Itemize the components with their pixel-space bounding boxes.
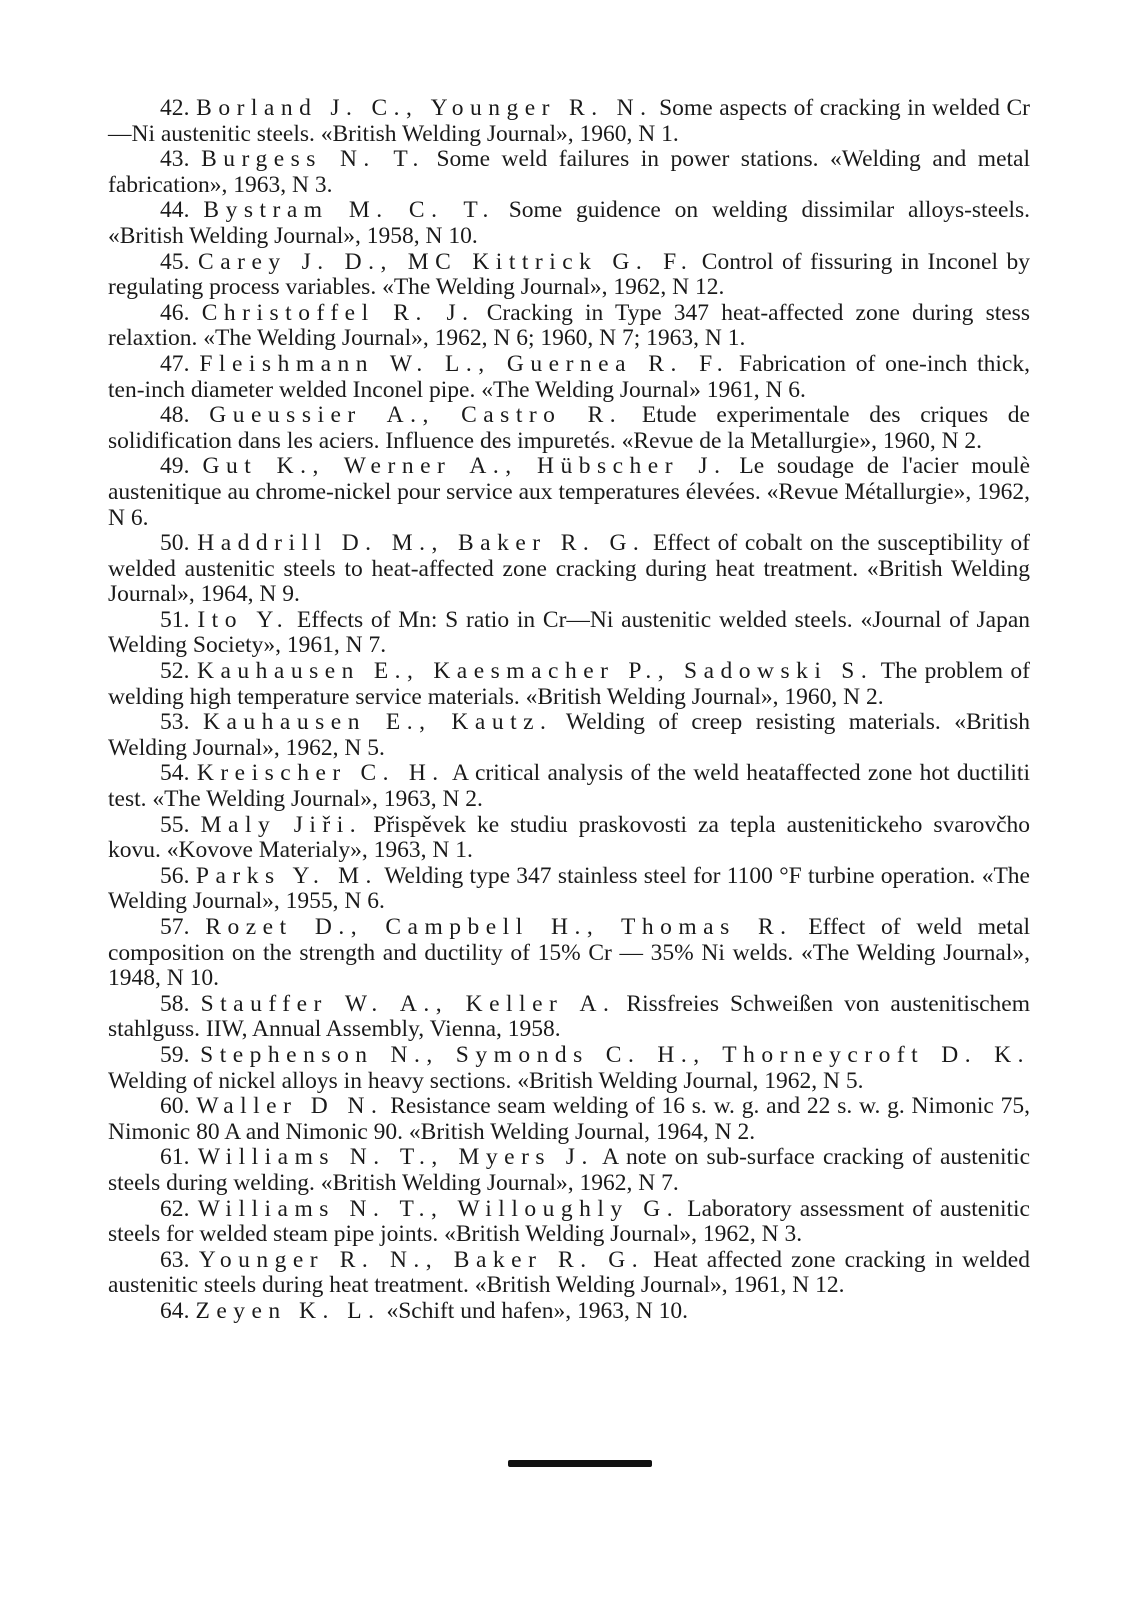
reference-47 xyxy=(108,352,1030,403)
reference-48 xyxy=(108,403,1030,454)
reference-authors: Borland J. C., Younger R. N. xyxy=(196,95,653,121)
end-divider-rule xyxy=(508,1460,652,1467)
reference-55 xyxy=(108,813,1030,864)
reference-43 xyxy=(108,147,1030,198)
reference-authors: Bystram M. C. T. xyxy=(203,197,495,224)
reference-authors: Parks Y. M. xyxy=(195,862,378,889)
reference-number: 54. xyxy=(160,760,190,787)
reference-number: 42. xyxy=(160,95,190,121)
reference-number: 47. xyxy=(160,350,190,377)
reference-authors: Carey J. D., MC Kittrick G. F. xyxy=(198,248,694,275)
reference-46 xyxy=(108,301,1030,352)
reference-authors: Waller D N. xyxy=(196,1093,384,1120)
reference-59 xyxy=(108,1043,1030,1094)
reference-number: 50. xyxy=(160,530,190,557)
reference-64 xyxy=(108,1299,1030,1325)
reference-text: Fabrication of one-inch thick, ten-inch diameter welded Inconel pipe. «The Welding Journal» 1961, N 6. xyxy=(108,350,1030,403)
reference-text: Přispěvek ke studiu praskovosti za tepla austenitickeho svarovčho kovu. «Kovove Materialy», 1963, N 1. xyxy=(108,811,1030,864)
reference-text: Laboratory assessment of austenitic steels for welded steam pipe joints. «British Welding Journal», 1962, N 3. xyxy=(108,1195,1030,1248)
reference-60 xyxy=(108,1094,1030,1145)
reference-number: 56. xyxy=(160,862,190,889)
reference-53 xyxy=(108,710,1030,761)
reference-authors: Kreischer C. H. xyxy=(196,760,445,787)
reference-text: A critical analysis of the weld heataffected zone hot ductiliti test. «The Welding Journal», 1963, N 2. xyxy=(108,760,1030,813)
reference-62 xyxy=(108,1197,1030,1248)
reference-51 xyxy=(108,608,1030,659)
reference-authors: Kauhausen E., Kautz. xyxy=(203,709,553,736)
reference-number: 48. xyxy=(160,402,190,429)
reference-63 xyxy=(108,1248,1030,1299)
reference-text: Le soudage de l'acier moulè austenitique au chrome-nickel pour service aux temperatures élevées. «Revue Métallurgie», 1962, N 6. xyxy=(108,453,1031,531)
reference-text: A note on sub-surface cracking of austenitic steels during welding. «British Welding Journal», 1962, N 7. xyxy=(108,1144,1030,1196)
reference-number: 51. xyxy=(160,606,190,633)
reference-number: 63. xyxy=(160,1246,190,1273)
reference-authors: Stephenson N., Symonds C. H., Thorneycroft D. K. xyxy=(200,1041,1030,1068)
reference-text: Resistance seam welding of 16 s. w. g. and 22 s. w. g. Nimonic 75, Nimonic 80 A and Nimonic 90. «British Welding Journal, 1964, N 2. xyxy=(108,1093,1030,1145)
reference-text: Etude experimentale des criques de solidification dans les aciers. Influence des impuretés. «Revue de la Metallurgie», 1960, N 2. xyxy=(108,402,1030,454)
reference-text: The problem of welding high temperature service materials. «British Welding Journal», 1960, N 2. xyxy=(108,658,1030,710)
reference-54 xyxy=(108,761,1030,812)
reference-50 xyxy=(108,531,1030,608)
reference-number: 43. xyxy=(160,146,190,173)
reference-45 xyxy=(108,250,1030,301)
reference-text: Rissfreies Schweißen von austenitischem stahlguss. IIW, Annual Assembly, Vienna, 1958. xyxy=(108,990,1030,1043)
reference-text: «Schift und hafen», 1963, N 10. xyxy=(386,1297,688,1324)
reference-text: Welding of nickel alloys in heavy sections. «British Welding Journal, 1962, N 5. xyxy=(108,1067,864,1094)
reference-authors: Burgess N. T. xyxy=(201,146,425,173)
reference-authors: Williams N. T., Willoughly G. xyxy=(197,1195,680,1222)
reference-authors: Zeyen K. L. xyxy=(195,1297,381,1324)
reference-number: 64. xyxy=(160,1297,190,1324)
reference-44 xyxy=(108,198,1030,249)
reference-authors: Kauhausen E., Kaesmacher P., Sadowski S. xyxy=(197,658,874,685)
reference-text: Some weld failures in power stations. «Welding and metal fabrication», 1963, N 3. xyxy=(108,146,1030,198)
reference-authors: Stauffer W. A., Keller A. xyxy=(200,990,616,1017)
reference-list xyxy=(108,96,1030,1325)
reference-52 xyxy=(108,659,1030,710)
reference-56 xyxy=(108,864,1030,915)
reference-authors: Maly Jiři. xyxy=(200,811,363,838)
reference-number: 57. xyxy=(160,914,190,940)
reference-61 xyxy=(108,1145,1030,1196)
reference-text: Effect of weld metal composition on the strength and ductility of 15% Cr — 35% Ni welds. «The Welding Journal», 1948, N 10. xyxy=(108,914,1030,992)
reference-authors: Fleishmann W. L., Guernea R. F. xyxy=(199,350,730,377)
reference-authors: Haddrill D. M., Baker R. G. xyxy=(197,530,646,557)
reference-number: 59. xyxy=(160,1041,190,1068)
reference-authors: Williams N. T., Myers J. xyxy=(197,1144,594,1171)
reference-number: 62. xyxy=(160,1195,190,1222)
reference-text: Control of fissuring in Inconel by regulating process variables. «The Welding Journal», 1962, N 12. xyxy=(108,248,1030,301)
reference-authors: Christoffel R. J. xyxy=(201,299,475,326)
reference-text: Some aspects of cracking in welded Cr—Ni austenitic steels. «British Welding Journal», 1960, N 1. xyxy=(108,95,1030,147)
reference-number: 46. xyxy=(160,299,190,326)
reference-text: Welding type 347 stainless steel for 1100 °F turbine operation. «The Welding Journal», 1955, N 6. xyxy=(108,862,1030,915)
reference-58 xyxy=(108,992,1030,1043)
reference-text: Heat affected zone cracking in welded austenitic steels during heat treatment. «British Welding Journal», 1961, N 12. xyxy=(108,1246,1030,1299)
reference-text: Effect of cobalt on the susceptibility of welded austenitic steels to heat-affected zone cracking during heat treatment. «British Welding Journal», 1964, N 9. xyxy=(108,530,1030,608)
reference-number: 52. xyxy=(160,658,190,685)
reference-57 xyxy=(108,915,1030,992)
reference-authors: Gueussier A., Castro R. xyxy=(209,402,623,429)
reference-49 xyxy=(108,454,1030,531)
reference-number: 55. xyxy=(160,811,190,838)
reference-text: Some guidence on welding dissimilar alloys-steels. «British Welding Journal», 1958, N 10. xyxy=(108,197,1030,249)
reference-number: 53. xyxy=(160,709,190,736)
reference-number: 45. xyxy=(160,248,190,275)
reference-authors: Younger R. N., Baker R. G. xyxy=(198,1246,645,1273)
reference-number: 44. xyxy=(160,197,190,224)
reference-number: 58. xyxy=(160,990,190,1017)
reference-number: 60. xyxy=(160,1093,190,1120)
reference-text: Effects of Mn: S ratio in Cr—Ni austenitic welded steels. «Journal of Japan Welding Society», 1961, N 7. xyxy=(108,606,1030,659)
reference-authors: Rozet D., Campbell H., Thomas R. xyxy=(205,914,793,940)
reference-text: Cracking in Type 347 heat-affected zone during stess relaxtion. «The Welding Journal», 1962, N 6; 1960, N 7; 1963, N 1. xyxy=(108,299,1030,352)
reference-number: 49. xyxy=(160,453,190,480)
reference-number: 61. xyxy=(160,1144,190,1171)
reference-authors: Gut K., Werner A., Hübscher J. xyxy=(202,453,727,480)
reference-text: Welding of creep resisting materials. «British Welding Journal», 1962, N 5. xyxy=(108,709,1030,761)
reference-authors: Ito Y. xyxy=(197,606,290,633)
reference-42 xyxy=(108,96,1030,147)
